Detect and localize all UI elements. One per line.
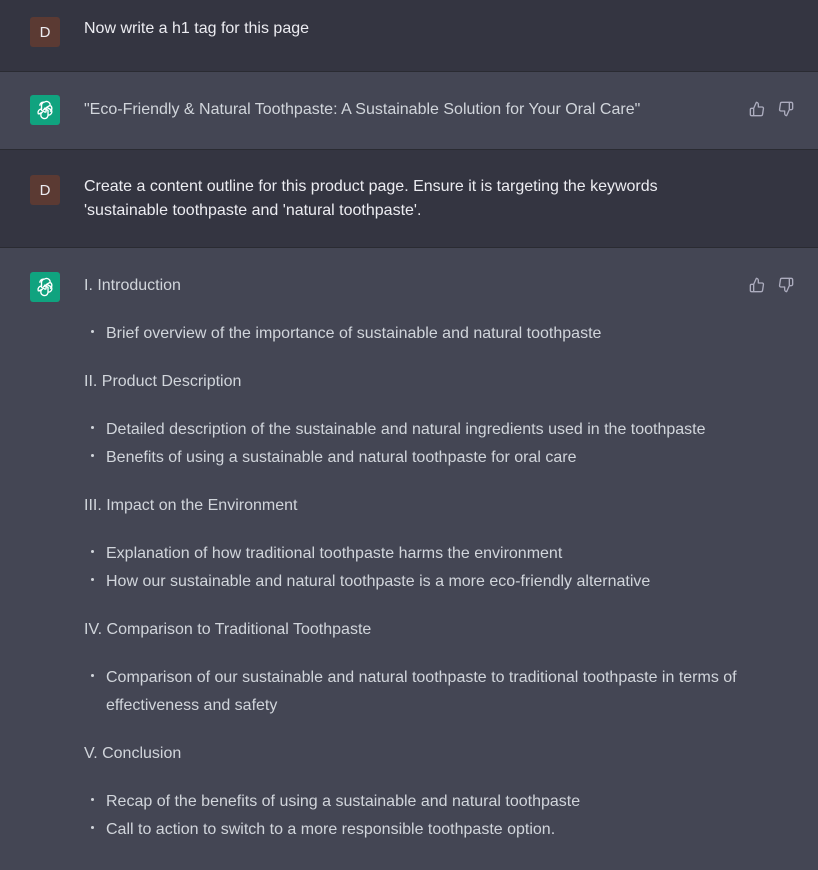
outline-bullet: Brief overview of the importance of sustainable and natural toothpaste [84,320,764,348]
openai-logo-icon [30,95,60,125]
user-avatar-letter: D [39,181,51,199]
user-message [0,0,818,71]
outline-bullet-list [84,416,764,472]
outline-bullet: Call to action to switch to a more responsible toothpaste option. [84,816,764,844]
user-avatar [30,175,60,205]
user-message-text [84,175,658,223]
outline-heading: V. Conclusion [84,745,182,762]
outline-heading: I. Introduction [84,277,181,294]
thumbs-up-icon[interactable] [748,100,765,117]
feedback-buttons [748,100,794,117]
outline-bullet: How our sustainable and natural toothpaste is a more eco-friendly alternative [84,568,764,596]
outline-bullet: Comparison of our sustainable and natural toothpaste to traditional toothpaste in terms of effectiveness and safety [84,664,764,720]
user-message [0,150,818,247]
thumbs-down-icon[interactable] [777,276,794,293]
outline-bullet: Recap of the benefits of using a sustainable and natural toothpaste [84,788,764,816]
outline-bullet-list [84,664,764,720]
thumbs-down-icon[interactable] [777,100,794,117]
user-avatar [30,17,60,47]
assistant-message [0,248,818,870]
user-avatar-letter: D [39,23,51,41]
user-message-text: Now write a h1 tag for this page [84,20,310,37]
user-message-line: Create a content outline for this product page. Ensure it is targeting the keywords [84,178,658,195]
user-message-line: 'sustainable toothpaste and 'natural toothpaste'. [84,202,422,219]
outline-bullet: Explanation of how traditional toothpaste harms the environment [84,540,764,568]
outline-bullet-list [84,788,764,844]
outline-heading: III. Impact on the Environment [84,497,298,514]
assistant-message-text: "Eco-Friendly & Natural Toothpaste: A Sustainable Solution for Your Oral Care" [84,101,641,118]
outline-bullet: Benefits of using a sustainable and natural toothpaste for oral care [84,444,764,472]
content-outline [84,272,764,864]
outline-bullet-list [84,540,764,596]
outline-bullet: Detailed description of the sustainable and natural ingredients used in the toothpaste [84,416,764,444]
openai-logo-icon [30,272,60,302]
outline-heading: IV. Comparison to Traditional Toothpaste [84,621,372,638]
outline-heading: II. Product Description [84,373,242,390]
assistant-message [0,72,818,149]
outline-bullet-list [84,320,764,348]
